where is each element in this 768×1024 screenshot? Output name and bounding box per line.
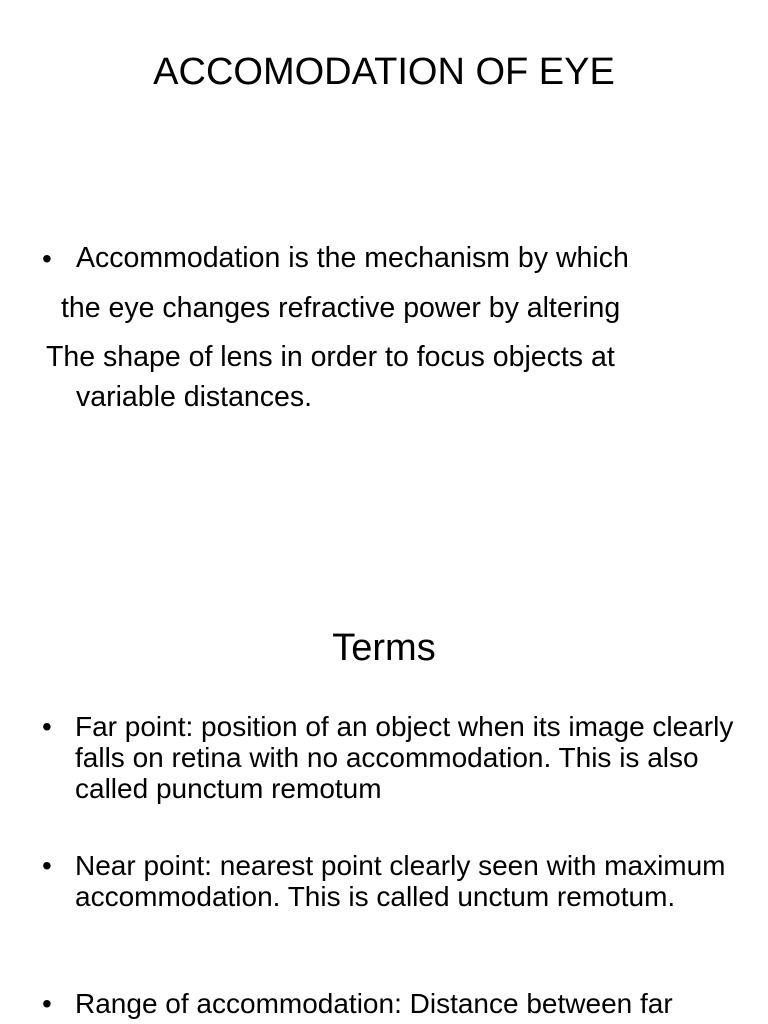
bullet-marker: • — [42, 850, 52, 881]
bullet-marker: • — [42, 988, 52, 1019]
slide-accommodation — [0, 0, 768, 500]
definition-line-4: variable distances. — [76, 381, 313, 413]
slide-terms — [0, 580, 768, 1024]
bullet-marker: • — [42, 711, 52, 742]
term-far-point: Far point: position of an object when its image clearly falls on retina with no accommodation. This is also called punctum remotum — [75, 711, 734, 804]
bullet-marker: • — [42, 243, 52, 274]
slide-title: Terms — [332, 627, 436, 669]
definition-line-1: Accommodation is the mechanism by which — [76, 242, 629, 274]
term-range-of-accommodation: Range of accommodation: Distance between far — [75, 988, 673, 1019]
definition-line-2: the eye changes refractive power by altering — [61, 292, 621, 324]
slide-title: ACCOMODATION OF EYE — [153, 51, 615, 93]
definition-line-3: The shape of lens in order to focus objects at — [46, 341, 615, 373]
term-near-point: Near point: nearest point clearly seen with maximum accommodation. This is called unctum remotum. — [75, 850, 726, 912]
